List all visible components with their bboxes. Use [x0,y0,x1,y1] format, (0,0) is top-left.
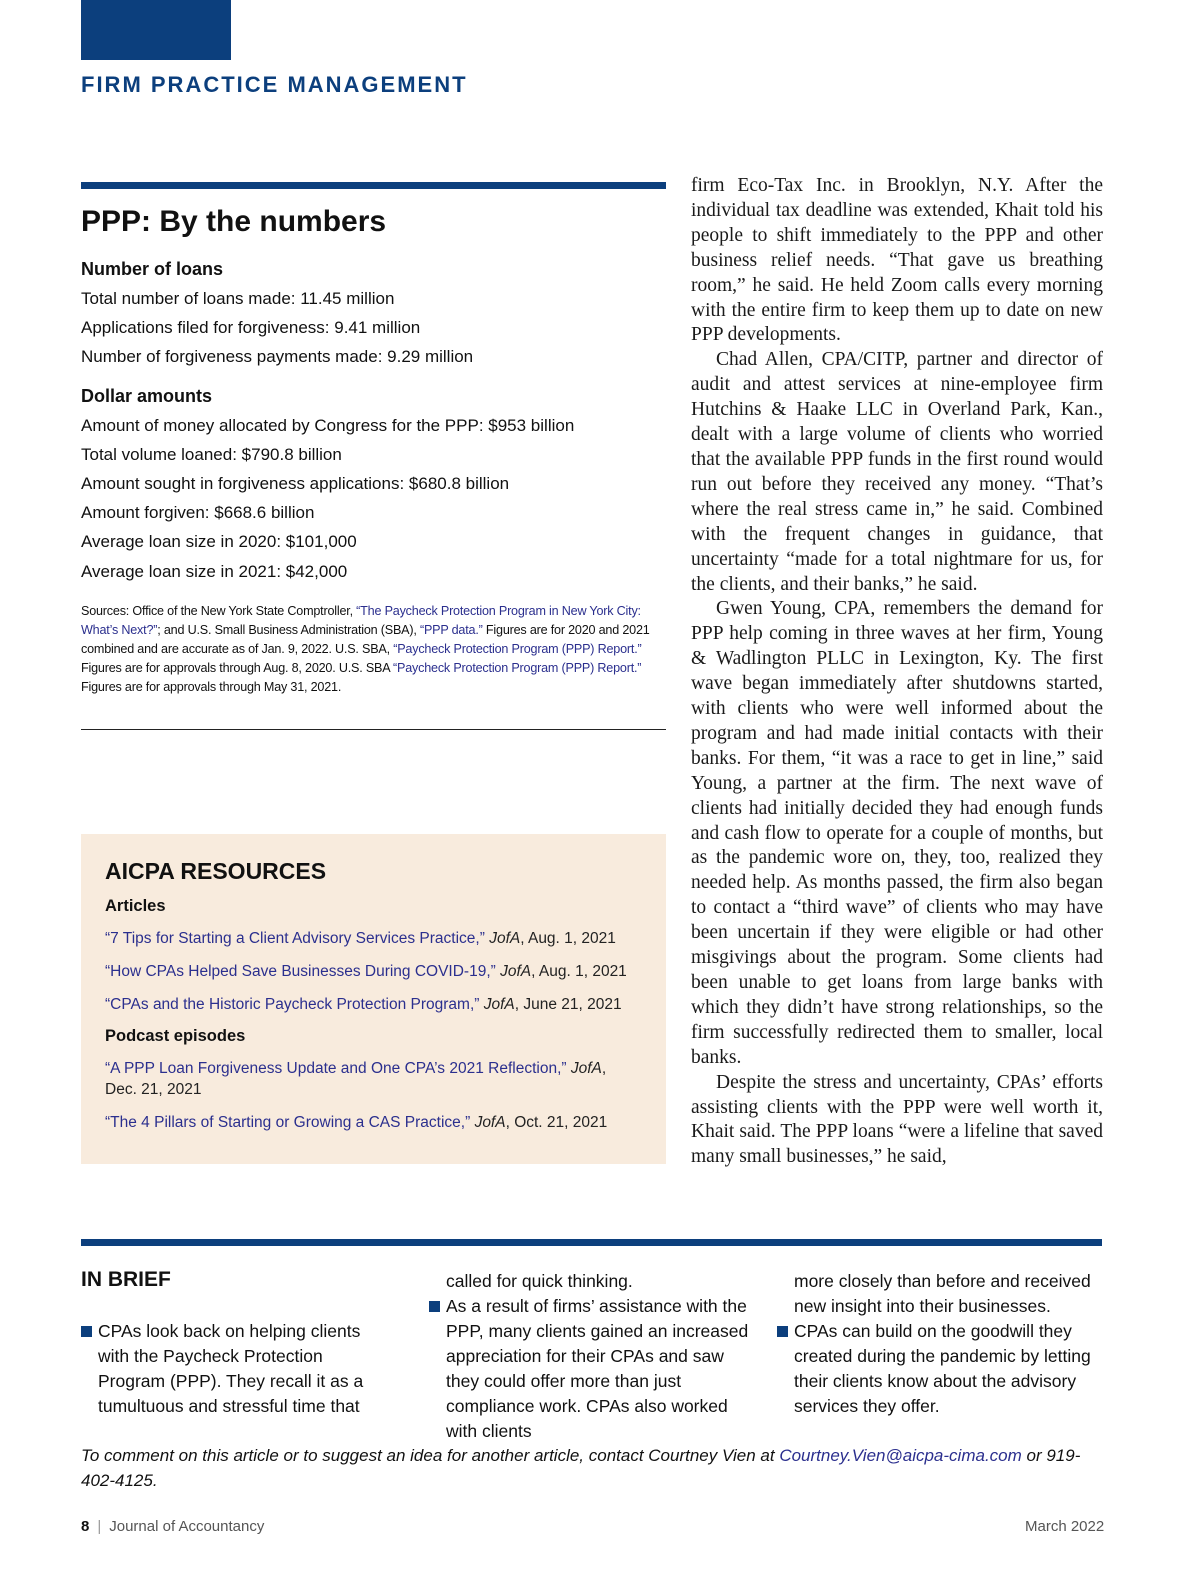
in-brief-column [777,1269,1097,1419]
dollars-item: Average loan size in 2021: $42,000 [81,561,348,581]
in-brief-column [429,1269,749,1444]
article-paragraph: Gwen Young, CPA, remembers the demand for PPP help coming in three waves at her firm, Young & Wadlington PLLC in Lexington, Ky. The first wave began immediately after shutdowns started, with clients who were well informed about the program and had made initial contacts with their banks. For them, “it was a race to get in line,” said Young, a partner at the firm. The next wave of clients had initially decided they had enough funds and cash flow to operate for a couple of months, but as the pandemic wore on, they, too, realized they needed help. As months passed, the firm also began to contact a “third wave” of clients who may have been uncertain if they were eligible or had other misgivings about the program. Some clients had been unable to get loans from large banks with which they didn’t have strong relationships, so the firm successfully redirected them to smaller, local banks. [691,598,1103,1068]
section-label: FIRM PRACTICE MANAGEMENT [81,72,468,97]
resource-link[interactable]: “A PPP Loan Forgiveness Update and One CPA’s 2021 Reflection,” [105,1060,567,1077]
resources-title: AICPA RESOURCES [105,858,327,884]
in-brief-continuation: more closely than before and received new insight into their businesses. [794,1271,1091,1316]
in-brief-continuation: called for quick thinking. [446,1271,633,1291]
comment-note [81,1443,1101,1493]
in-brief-text: CPAs can build on the goodwill they created during the pandemic by letting their clients know about the advisory services they offer. [794,1321,1091,1416]
resource-article [105,961,642,982]
numbers-bottom-rule [81,729,666,730]
sources-text: Figures are for approvals through Aug. 8, 2020. U.S. SBA [81,660,394,675]
in-brief-item [777,1319,1097,1419]
page-footer [81,1518,264,1535]
source-link-sba-report-2021[interactable]: “Paycheck Protection Program (PPP) Report.” [393,660,642,675]
sources-note [81,602,666,697]
in-brief-text: As a result of firms’ assistance with the PPP, many clients gained an increased appreciation for their CPAs and saw they could offer more than just compliance work. CPAs also worked with clients [446,1296,749,1441]
article-paragraph: Despite the stress and uncertainty, CPAs’ efforts assisting clients with the PPP were well worth it, Khait said. The PPP loans “were a lifeline that saved many small businesses,” he said, [691,1071,1103,1168]
sources-text: Sources: Office of the New York State Comptroller, [81,603,357,618]
article-paragraph: firm Eco-Tax Inc. in Brooklyn, N.Y. After the individual tax deadline was extended, Khait told his people to shift immediately to the PPP and other business relief needs. “That gave us breathing room,” he said. He held Zoom calls every morning with the entire firm to keep them up to date on new PPP developments. [691,175,1103,346]
resource-publication: JofA [500,963,532,980]
loans-item: Applications filed for forgiveness: 9.41 million [81,318,421,338]
publication-name: Journal of Accountancy [109,1518,265,1535]
footer-separator: | [97,1518,102,1535]
dollars-item: Amount sought in forgiveness applications: $680.8 billion [81,474,510,494]
resource-link[interactable]: “7 Tips for Starting a Client Advisory Services Practice,” [105,930,485,947]
comment-text: To comment on this article or to suggest an idea for another article, contact Courtney Vien at [81,1446,780,1465]
sources-text: ; and U.S. Small Business Administration (SBA), [157,622,420,637]
podcasts-heading: Podcast episodes [105,1027,246,1045]
dollars-heading: Dollar amounts [81,385,213,406]
dollars-item: Average loan size in 2020: $101,000 [81,532,357,552]
resource-date: , Aug. 1, 2021 [531,963,627,980]
page-number: 8 [81,1518,90,1535]
resource-date: , Aug. 1, 2021 [520,930,616,947]
in-brief-rule [81,1239,1102,1246]
resource-link[interactable]: “CPAs and the Historic Paycheck Protection Program,” [105,996,480,1013]
dollars-list [81,411,666,586]
resource-publication: JofA [474,1114,506,1131]
loans-heading: Number of loans [81,259,224,279]
numbers-sidebar [81,182,666,697]
bullet-square-icon [429,1301,440,1312]
resource-podcast [105,1058,642,1100]
loans-list [81,284,666,372]
in-brief-text: CPAs look back on helping clients with the Paycheck Protection Program (PPP). They recall it as a tumultuous and stressful time that [98,1321,364,1416]
resource-publication: JofA [570,1060,602,1077]
resource-link[interactable]: “How CPAs Helped Save Businesses During COVID-19,” [105,963,496,980]
bullet-square-icon [777,1326,788,1337]
article-paragraph: Chad Allen, CPA/CITP, partner and director of audit and attest services at nine-employee firm Hutchins & Haake LLC in Overland Park, Kan., dealt with a large volume of clients who worried that the available PPP funds in the first round would run out before they received any money. “That’s where the real stress came in,” he said. Combined with the frequent changes in guidance, that uncertainty “made for a total nightmare for us, for the clients, and their banks,” he said. [691,349,1103,595]
resource-date: , June 21, 2021 [514,996,622,1013]
issue-date: March 2022 [1025,1518,1105,1535]
resource-article [105,994,642,1015]
dollars-item: Total volume loaned: $790.8 billion [81,444,342,464]
dollars-item: Amount forgiven: $668.6 billion [81,503,315,523]
resource-podcast [105,1112,642,1133]
comment-tail: or 919-402-4125. [81,1446,1081,1490]
resource-link[interactable]: “The 4 Pillars of Starting or Growing a CAS Practice,” [105,1114,471,1131]
source-link-comptroller[interactable]: “The Paycheck Protection Program in New York City: What’s Next?” [81,603,641,637]
resource-publication: JofA [483,996,515,1013]
loans-item: Total number of loans made: 11.45 million [81,289,395,308]
resource-publication: JofA [489,930,521,947]
aicpa-resources-box [81,834,666,1164]
numbers-title: PPP: By the numbers [81,205,387,238]
dollars-item: Amount of money allocated by Congress for the PPP: $953 billion [81,415,575,435]
article-body [691,174,1103,1170]
resource-date: , Oct. 21, 2021 [505,1114,608,1131]
resource-date: , Dec. 21, 2021 [105,1060,607,1098]
source-link-ppp-data[interactable]: “PPP data.” [419,622,483,637]
source-link-sba-report-2020[interactable]: “Paycheck Protection Program (PPP) Report.” [393,641,642,656]
in-brief-item [81,1319,381,1419]
numbers-top-rule [81,182,666,189]
articles-heading: Articles [105,897,166,915]
sources-text: Figures are for approvals through May 31, 2021. [81,679,342,694]
email-link[interactable]: Courtney.Vien@aicpa-cima.com [779,1446,1022,1465]
resource-article [105,928,642,949]
sources-text: Figures are for 2020 and 2021 combined and are accurate as of Jan. 9, 2022. U.S. SBA, [81,622,650,656]
in-brief-column [81,1319,381,1419]
in-brief-item [429,1294,749,1444]
header-color-block [81,0,231,60]
in-brief-title: IN BRIEF [81,1268,171,1291]
loans-item: Number of forgiveness payments made: 9.29 million [81,347,474,367]
bullet-square-icon [81,1326,92,1337]
